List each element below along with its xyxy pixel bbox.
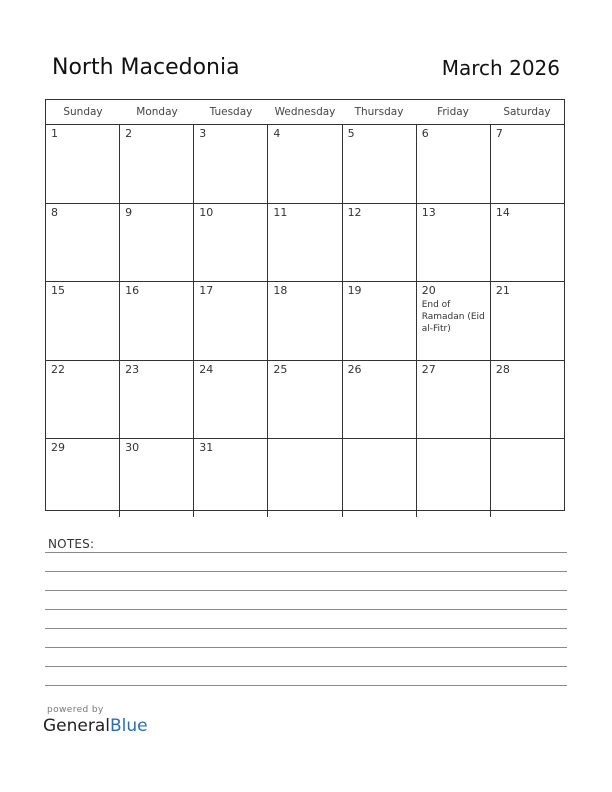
weekday-header-row bbox=[46, 100, 564, 125]
day-number: 28 bbox=[495, 362, 510, 376]
day-number: 21 bbox=[495, 284, 510, 298]
notes-label: NOTES: bbox=[48, 537, 95, 551]
day-cell bbox=[490, 204, 564, 282]
day-cell bbox=[490, 361, 564, 439]
weekday-header: Thursday bbox=[354, 106, 404, 118]
day-number: 9 bbox=[125, 205, 133, 219]
day-number: 8 bbox=[51, 205, 58, 219]
day-cell bbox=[193, 361, 267, 439]
weekday-header: Friday bbox=[437, 106, 469, 118]
day-number: 13 bbox=[421, 205, 436, 219]
day-number: 27 bbox=[421, 362, 436, 376]
day-cell bbox=[342, 361, 416, 439]
day-cell bbox=[342, 282, 416, 360]
day-cell bbox=[46, 361, 119, 439]
weekday-header: Wednesday bbox=[274, 106, 336, 118]
day-number: 22 bbox=[51, 362, 65, 376]
powered-by-text: powered by bbox=[47, 705, 104, 715]
day-cell bbox=[119, 282, 193, 360]
notes-line bbox=[45, 647, 567, 648]
day-number: 6 bbox=[421, 127, 429, 140]
day-cell bbox=[46, 439, 119, 517]
day-number: 14 bbox=[495, 205, 510, 219]
weekday-header: Sunday bbox=[63, 106, 103, 118]
day-cell bbox=[119, 204, 193, 282]
day-number: 31 bbox=[199, 441, 214, 455]
notes-line bbox=[45, 552, 567, 553]
day-cell bbox=[193, 204, 267, 282]
calendar-month-title: March 2026 bbox=[441, 56, 560, 80]
calendar-country-title: North Macedonia bbox=[52, 55, 240, 80]
day-cell bbox=[46, 282, 119, 360]
day-cell bbox=[490, 282, 564, 360]
day-number: 1 bbox=[51, 127, 58, 140]
calendar-week-row bbox=[46, 203, 564, 282]
day-number: 15 bbox=[51, 284, 65, 298]
day-cell bbox=[267, 204, 341, 282]
notes-line bbox=[45, 628, 567, 629]
day-cell bbox=[119, 125, 193, 203]
weekday-header: Saturday bbox=[503, 106, 551, 118]
calendar-week-row bbox=[46, 438, 564, 517]
day-cell bbox=[193, 125, 267, 203]
calendar-week-row bbox=[46, 360, 564, 439]
day-number: 7 bbox=[495, 127, 503, 140]
day-number: 17 bbox=[199, 284, 214, 298]
day-number: 25 bbox=[273, 362, 288, 376]
notes-line bbox=[45, 609, 567, 610]
day-cell bbox=[267, 439, 341, 517]
day-cell bbox=[416, 361, 490, 439]
notes-line bbox=[45, 666, 567, 667]
day-number: 2 bbox=[125, 127, 133, 140]
weekday-header: Tuesday bbox=[209, 106, 253, 118]
day-number: 26 bbox=[347, 362, 362, 376]
day-cell bbox=[119, 361, 193, 439]
day-cell bbox=[119, 439, 193, 517]
calendar-week-row bbox=[46, 125, 564, 203]
generalblue-logo bbox=[43, 716, 148, 736]
weekday-header: Monday bbox=[136, 106, 178, 118]
day-number: 10 bbox=[199, 205, 214, 219]
day-number: 24 bbox=[199, 362, 214, 376]
notes-line bbox=[45, 590, 567, 591]
day-number: 4 bbox=[273, 127, 281, 140]
day-cell bbox=[416, 204, 490, 282]
day-number: 5 bbox=[347, 127, 355, 140]
holiday-label: End of Ramadan (Eid al-Fitr) bbox=[421, 300, 485, 335]
day-number: 18 bbox=[273, 284, 288, 298]
day-number: 16 bbox=[125, 284, 140, 298]
day-cell bbox=[416, 282, 490, 360]
notes-line bbox=[45, 571, 567, 572]
day-cell bbox=[416, 125, 490, 203]
day-cell bbox=[490, 439, 564, 517]
day-cell bbox=[342, 439, 416, 517]
day-number: 12 bbox=[347, 205, 362, 219]
day-cell bbox=[267, 282, 341, 360]
day-number: 19 bbox=[347, 284, 362, 298]
day-number: 20 bbox=[421, 284, 436, 298]
day-cell bbox=[46, 125, 119, 203]
day-cell bbox=[193, 439, 267, 517]
day-cell bbox=[267, 361, 341, 439]
day-cell bbox=[342, 125, 416, 203]
day-number: 30 bbox=[125, 441, 140, 455]
day-cell bbox=[342, 204, 416, 282]
day-number: 11 bbox=[273, 205, 288, 219]
day-cell bbox=[416, 439, 490, 517]
day-cell bbox=[46, 204, 119, 282]
day-cell bbox=[193, 282, 267, 360]
calendar-week-row bbox=[46, 281, 564, 360]
day-number: 3 bbox=[199, 127, 207, 140]
day-number: 23 bbox=[125, 362, 140, 376]
brand-blue-text: Blue bbox=[110, 716, 148, 736]
brand-general-text: General bbox=[43, 716, 110, 736]
day-number: 29 bbox=[51, 441, 65, 455]
day-cell bbox=[267, 125, 341, 203]
notes-line bbox=[45, 685, 567, 686]
day-cell bbox=[490, 125, 564, 203]
calendar-grid bbox=[45, 99, 565, 511]
